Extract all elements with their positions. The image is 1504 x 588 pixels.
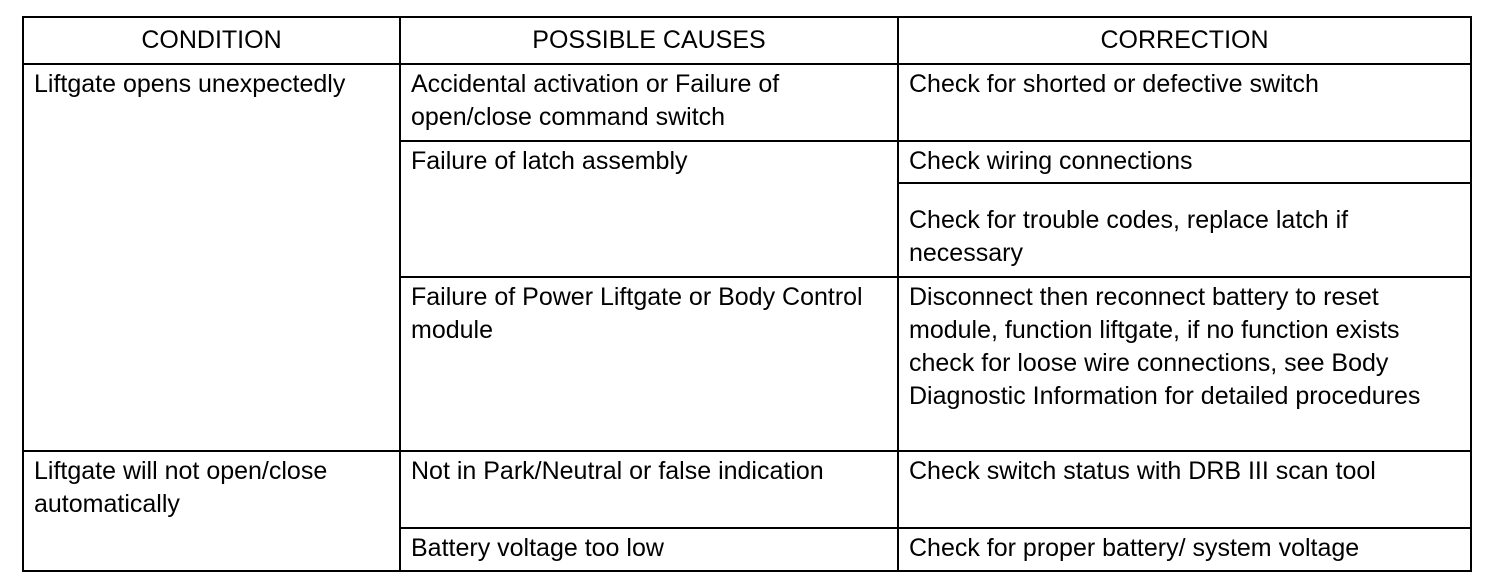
diagnosis-table — [22, 16, 1472, 572]
condition-cell: Liftgate will not open/close automatically — [23, 451, 400, 571]
correction-cell: Disconnect then reconnect battery to reset module, function liftgate, if no function exists check for loose wire connections, see Body Diagnostic Information for detailed procedures — [898, 277, 1471, 451]
header-row — [23, 17, 1471, 64]
condition-header: CONDITION — [23, 17, 400, 64]
condition-cell: Liftgate opens unexpectedly — [23, 64, 400, 451]
cause-cell: Accidental activation or Failure of open/close command switch — [400, 64, 898, 141]
correction-cell: Check for shorted or defective switch — [898, 64, 1471, 141]
cause-cell: Failure of Power Liftgate or Body Control module — [400, 277, 898, 451]
cause-cell: Not in Park/Neutral or false indication — [400, 451, 898, 528]
table-row — [23, 451, 1471, 528]
correction-header: CORRECTION — [898, 17, 1471, 64]
table-row — [23, 64, 1471, 141]
correction-cell: Check switch status with DRB III scan tool — [898, 451, 1471, 528]
cause-cell: Failure of latch assembly — [400, 141, 898, 277]
possible-causes-header: POSSIBLE CAUSES — [400, 17, 898, 64]
correction-cell: Check wiring connections — [898, 141, 1471, 183]
correction-cell: Check for trouble codes, replace latch if necessary — [898, 183, 1471, 277]
correction-cell: Check for proper battery/ system voltage — [898, 528, 1471, 571]
cause-cell: Battery voltage too low — [400, 528, 898, 571]
